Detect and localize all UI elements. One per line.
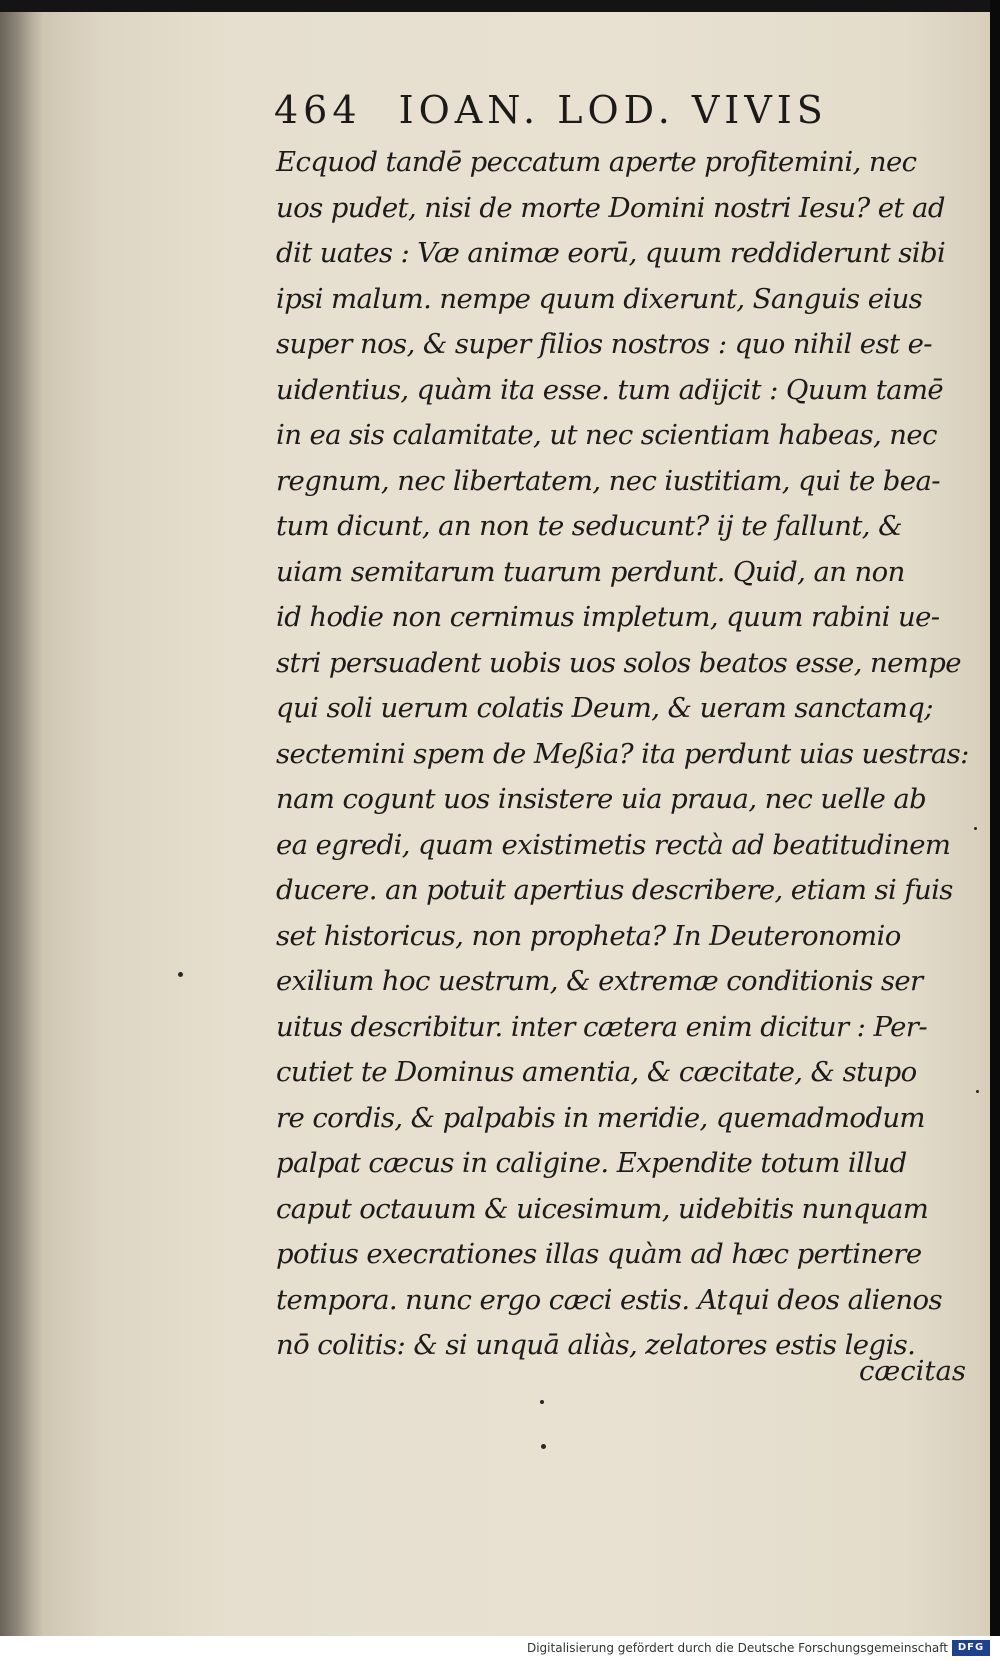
text-line: id hodie non cernimus impletum, quum rabini ue-: [276, 601, 940, 633]
text-line: uitus describitur. inter cætera enim dicitur : Per-: [276, 1010, 928, 1043]
text-line: sectemini spem de Meßia? ita perdunt uias uestras:: [276, 737, 969, 770]
catchword: cæcitas: [858, 1355, 966, 1387]
text-line: potius execrationes illas quàm ad hæc pertinere: [276, 1238, 922, 1270]
text-line: in ea sis calamitate, ut nec scientiam habeas, nec: [276, 419, 937, 451]
text-line: nam cogunt uos insistere uia praua, nec uelle ab: [276, 783, 927, 815]
text-line: ducere. an potuit apertius describere, etiam si fuis: [276, 874, 953, 906]
text-line: uos pudet, nisi de morte Domini nostri Iesu? et ad: [276, 191, 945, 224]
text-line: exilium hoc uestrum, & extremæ conditionis ser: [276, 965, 923, 997]
text-line: re cordis, & palpabis in meridie, quemadmodum: [276, 1101, 925, 1134]
text-line: caput octauum & uicesimum, uidebitis nunquam: [276, 1192, 929, 1225]
text-line: ea egredi, quam existimetis rectà ad beatitudinem: [276, 828, 951, 861]
text-line: uiam semitarum tuarum perdunt. Quid, an non: [276, 555, 905, 588]
text-line: cutiet te Dominus amentia, & cæcitate, & stupo: [276, 1056, 917, 1088]
text-line: stri persuadent uobis uos solos beatos esse, nempe: [276, 646, 961, 679]
text-line: qui soli uerum colatis Deum, & ueram sanctamq;: [276, 692, 933, 724]
text-line: regnum, nec libertatem, nec iustitiam, qui te bea-: [276, 464, 940, 497]
text-line: ipsi malum. nempe quum dixerunt, Sanguis eius: [276, 282, 923, 315]
ink-speck: [976, 1090, 979, 1093]
page-edge: [0, 12, 44, 1636]
ink-speck: [178, 972, 183, 977]
text-line: super nos, & super filios nostros : quo nihil est e-: [276, 328, 932, 360]
ink-speck: [974, 827, 977, 830]
text-line: set historicus, non propheta? In Deuteronomio: [276, 919, 901, 952]
text-line: tempora. nunc ergo cæci estis. Atqui deos alienos: [276, 1283, 943, 1316]
text-line: Ecquod tandē peccatum aperte profitemini, nec: [276, 146, 917, 178]
text-line: tum dicunt, an non te seducunt? ij te fallunt, &: [276, 510, 902, 542]
text-line: uidentius, quàm ita esse. tum adijcit : Quum tamē: [276, 373, 944, 406]
body-text: [276, 140, 969, 1369]
ink-speck: [541, 1444, 546, 1449]
ink-speck: [540, 1400, 544, 1404]
digitization-credit: Digitalisierung gefördert durch die Deutsche Forschungsgemeinschaft: [526, 1641, 948, 1655]
scan-border: [990, 0, 1000, 1661]
running-title: IOAN. LOD. VIVIS: [398, 88, 828, 132]
dfg-logo-icon: DFG: [952, 1640, 990, 1656]
page-number: 464: [274, 88, 362, 132]
text-line: nō colitis: & si unquā aliàs, zelatores estis legis.: [276, 1329, 916, 1361]
text-line: palpat cæcus in caligine. Expendite totum illud: [276, 1147, 907, 1179]
text-line: dit uates : Væ animæ eorū, quum reddiderunt sibi: [276, 237, 946, 269]
running-head: [274, 88, 874, 138]
